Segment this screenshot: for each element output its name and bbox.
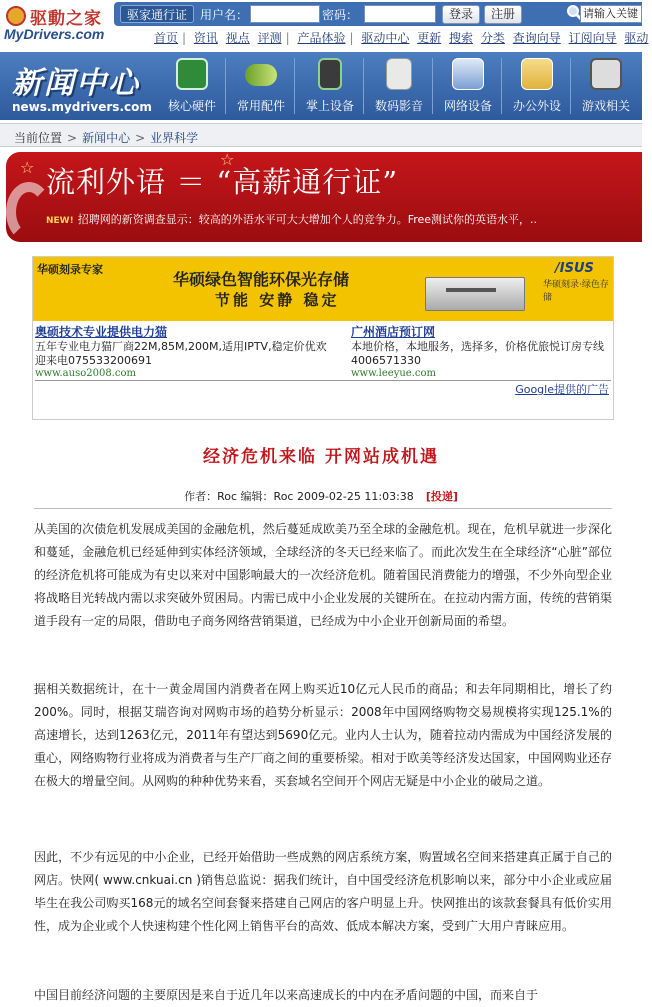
- pda-icon: [318, 58, 342, 90]
- nav-category[interactable]: 分类: [480, 31, 505, 45]
- gear-logo-icon: [6, 6, 26, 26]
- text-ad-url[interactable]: www.auso2008.com: [35, 368, 136, 379]
- nav-driver-center[interactable]: 驱动中心: [361, 31, 410, 45]
- breadcrumb-current: 当前位置: [14, 131, 63, 145]
- nav-driver[interactable]: 驱动: [624, 31, 649, 45]
- cat-office[interactable]: 办公外设: [503, 52, 571, 120]
- nav-news[interactable]: 资讯: [193, 31, 218, 45]
- cat-accessories[interactable]: 常用配件: [227, 52, 295, 120]
- submit-link[interactable]: [投递]: [425, 490, 458, 503]
- network-icon: [452, 58, 484, 90]
- cat-digital-av[interactable]: 数码影音: [365, 52, 433, 120]
- main-nav: 首页 | 资讯 视点 评测 | 产品体验 | 驱动中心 更新 搜索 分类 查询向导 订阅向导 驱动: [154, 31, 649, 45]
- ipod-icon: [386, 58, 412, 90]
- chevron-right-icon: >: [67, 131, 78, 145]
- chevron-right-icon: >: [135, 131, 146, 145]
- nav-view[interactable]: 视点: [225, 31, 250, 45]
- star-icon: ☆: [220, 150, 235, 169]
- article-paragraph: 据相关数据统计，在十一黄金周国内消费者在网上购买近10亿元人民币的商品；和去年同期相比，增长了约200%。同时，根据艾瑞咨询对网购市场的趋势分析显示：2008年中国网络购物交易规模将实现125.1%的高速增长，达到1263亿元，2011年有望达到5690亿元。业内人士认为，随着拉动内需成为中国经济发展的重心，网络购物行业将成为消费者与生产厂商之间的重要桥梁。相对于欧美等经济发达国家，中国网购业还存在极大的增量空间。从网购的种种优势来看，买套域名空间开个网店无疑是中小企业的破局之道。: [34, 682, 612, 788]
- cpu-icon: [176, 58, 208, 90]
- new-badge: NEW!: [46, 216, 74, 226]
- text-ad[interactable]: [35, 323, 335, 379]
- news-center-title[interactable]: 新闻中心: [12, 66, 140, 101]
- site-header: [0, 0, 649, 48]
- battery-icon: [245, 64, 277, 86]
- nav-subscribe[interactable]: 订阅向导: [568, 31, 617, 45]
- password-label: 密码：: [322, 8, 359, 22]
- optical-drive-image: [425, 277, 525, 311]
- star-icon: ☆: [20, 158, 35, 177]
- ad-subtext: NEW! 招聘网的新资调查显示：较高的外语水平可大大增加个人的竞争力。Free测试你的英语水平，..: [46, 213, 538, 226]
- cat-network[interactable]: 网络设备: [434, 52, 502, 120]
- logo-cn-text: 驱動之家: [30, 9, 102, 29]
- cat-gaming[interactable]: 游戏相关: [572, 52, 640, 120]
- asus-logo: /ISUS: [555, 261, 594, 276]
- login-button[interactable]: 登录: [442, 5, 480, 24]
- article-paragraph: 因此，不少有远见的中小企业，已经开始借助一些成熟的网店系统方案，购置域名空间来搭建真正属于自己的网店。快网( www.cnkuai.cn )销售总监说：据我们统计，自中国受经济危机影响以来，部分中小企业或应届毕生在我公司购买168元的域名空间套餐来搭建自己网店的客户明显上升。快网推出的该款套餐具有低价实用性，成为企业或个人快速构建个性化网上销售平台的高效、低成本解决方案，受到广大用户青睐应用。: [34, 850, 612, 933]
- language-ad-banner[interactable]: [6, 152, 642, 242]
- nav-experience[interactable]: 产品体验: [297, 31, 346, 45]
- asus-banner-ad[interactable]: 华硕刻录专家 华硕绿色智能环保光存储 节能 安静 稳定 /ISUS 华硕刻录·绿色存储: [33, 257, 613, 321]
- google-ad-block: [32, 256, 614, 420]
- text-ad[interactable]: [351, 323, 613, 379]
- text-ad-desc: 五年专业电力猫厂商22M,85M,200M,适用IPTV,稳定价优欢迎来电075533200691: [35, 340, 327, 367]
- article-meta: 作者：Roc 编辑：Roc 2009-02-25 11:03:38 [投递]: [184, 490, 458, 503]
- news-banner: [0, 52, 642, 120]
- username-input[interactable]: [250, 5, 320, 23]
- nav-home[interactable]: 首页: [154, 31, 179, 45]
- nav-query[interactable]: 查询向导: [512, 31, 561, 45]
- cat-core-hardware[interactable]: 核心硬件: [158, 52, 226, 120]
- register-button[interactable]: 注册: [484, 5, 522, 24]
- text-ad-title[interactable]: 广州酒店预订网: [351, 325, 436, 339]
- nav-review[interactable]: 评测: [257, 31, 282, 45]
- site-logo[interactable]: [4, 4, 114, 46]
- breadcrumb: [0, 123, 642, 147]
- username-label: 用户名：: [200, 8, 249, 22]
- article-paragraph: 从美国的次债危机发展成美国的金融危机，然后蔓延成欧美乃至全球的金融危机。现在，危机早就进一步深化和蔓延，金融危机已经延伸到实体经济领域，全球经济的冬天已经来临了。而此次发生在全球经济“心脏”部位的经济危机将可能成为有史以来对中国影响最大的一次经济危机。随着国民消费能力的增强，不少外向型企业将战略目光转战内需以求突破外贸困局。内需已成中小企业发展的关键所在。在拉动内需方面，传统的营销渠道手段有一定的局限，借助电子商务网络营销渠道，已经成为中小企业开创新局面的希望。: [34, 522, 612, 628]
- news-site-url[interactable]: news.mydrivers.com: [12, 100, 152, 114]
- printer-icon: [521, 58, 553, 90]
- text-ad-url[interactable]: www.leeyue.com: [351, 368, 436, 379]
- divider: [34, 508, 612, 509]
- text-ad-desc: 本地价格，本地服务，选择多，价格优旅悦订房专线4006571330: [351, 340, 604, 367]
- article-paragraph: 中国目前经济问题的主要原因是来自于近几年以来高速成长的中内在矛盾问题的中国，而来自于: [34, 988, 539, 1002]
- article-title: 经济危机来临 开网站成机遇: [203, 447, 439, 467]
- gamepad-icon: [590, 58, 622, 90]
- pass-link[interactable]: 驱家通行证: [120, 5, 194, 23]
- breadcrumb-news-center[interactable]: 新闻中心: [82, 131, 131, 145]
- breadcrumb-industry[interactable]: 业界科学: [150, 131, 199, 145]
- cat-handheld[interactable]: 掌上设备: [296, 52, 364, 120]
- password-input[interactable]: [364, 5, 436, 23]
- nav-search[interactable]: 搜索: [449, 31, 474, 45]
- text-ad-title[interactable]: 奥硕技术专业提供电力猫: [35, 325, 168, 339]
- google-ads-link[interactable]: Google提供的广告: [515, 383, 609, 396]
- ad-headline: 流利外语 ＝ “高薪通行证”: [46, 165, 399, 199]
- category-bar: [158, 52, 642, 120]
- search-input[interactable]: 请输入关键: [580, 5, 642, 23]
- nav-update[interactable]: 更新: [417, 31, 442, 45]
- logo-en-text: MyDrivers.com: [4, 26, 105, 42]
- login-bar: [114, 2, 642, 26]
